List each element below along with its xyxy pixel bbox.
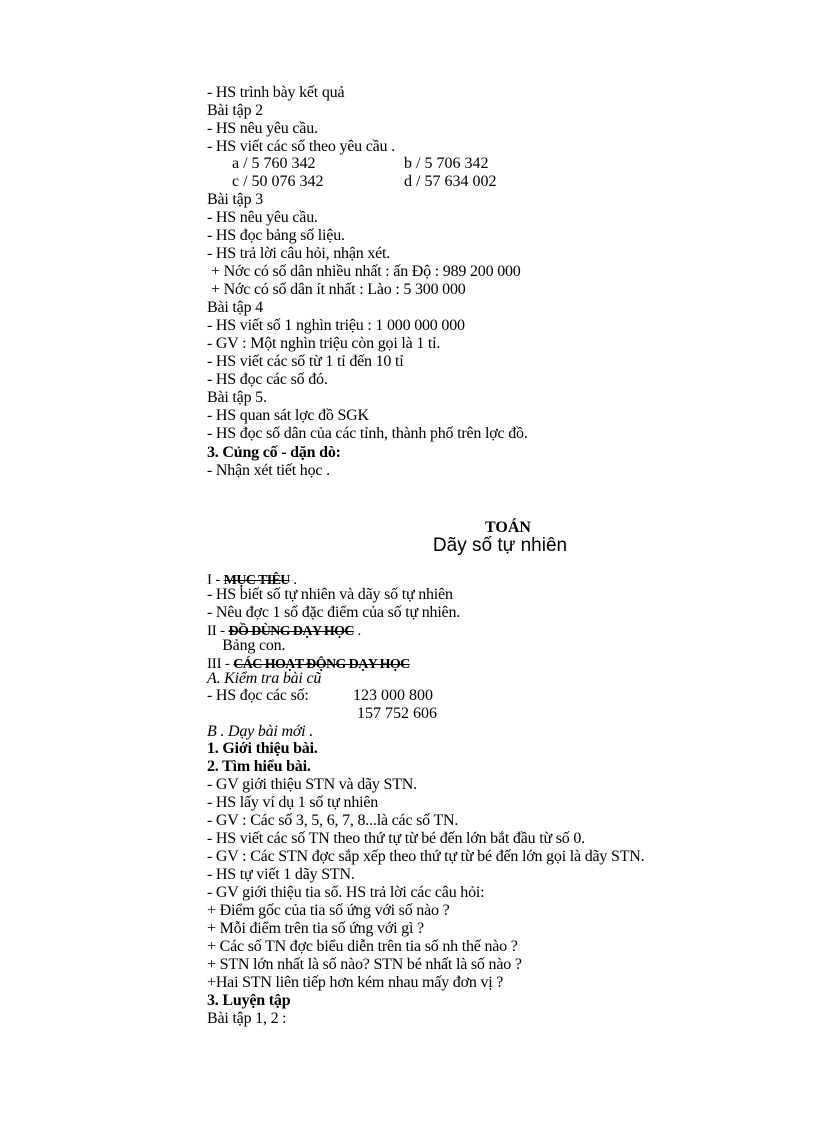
objective-2: - Nêu đợc 1 số đặc điểm của số tự nhiên.: [207, 604, 461, 621]
answer-a: a / 5 760 342: [232, 155, 316, 172]
line-observe-map: - HS quan sát lợc đồ SGK: [207, 407, 369, 424]
subject-title: TOÁN: [485, 519, 531, 536]
line-numbers-are-natural: - GV : Các số 3, 5, 6, 7, 8...là các số TN.: [207, 812, 459, 829]
line-example-natural-number: - HS lấy ví dụ 1 số tự nhiên: [207, 794, 379, 811]
explore-heading: 2. Tìm hiểu bài.: [207, 758, 311, 775]
line-state-requirement: - HS nêu yêu cầu.: [207, 120, 318, 137]
exercise-1-2-heading: Bài tập 1, 2 :: [207, 1010, 287, 1027]
practice-heading: 3. Luyện tập: [207, 992, 291, 1009]
consolidation-heading: 3. Củng cố - dặn dò:: [207, 444, 341, 461]
line-write-numbers: - HS viết các số theo yêu cầu .: [207, 138, 395, 155]
subsection-b-heading: B . Dạy bài mới .: [207, 723, 314, 740]
number-1: 123 000 800: [353, 687, 433, 704]
section-1-number: I -: [207, 572, 224, 588]
line-write-billion: - HS viết số 1 nghìn triệu : 1 000 000 000: [207, 317, 465, 334]
line-write-1-to-10-billion: - HS viết các số từ 1 tỉ đến 10 tỉ: [207, 353, 404, 370]
exercise-4-heading: Bài tập 4: [207, 299, 263, 316]
answer-b: b / 5 706 342: [404, 155, 489, 172]
line-read-numbers: - HS đọc các số đó.: [207, 371, 328, 388]
objective-1: - HS biết số tự nhiên và dãy số tự nhiên: [207, 586, 453, 603]
line-read-table: - HS đọc bảng số liệu.: [207, 227, 345, 244]
section-2-title: ĐỒ DÙNG DẠY HỌC: [228, 624, 354, 639]
line-present-results: - HS trình bày kết quả: [207, 84, 345, 101]
line-read-population: - HS đọc số dân của các tỉnh, thành phố trên lợc đồ.: [207, 425, 528, 442]
line-introduce-stn: - GV giới thiệu STN và dãy STN.: [207, 776, 417, 793]
line-write-sequence: - HS tự viết 1 dãy STN.: [207, 866, 355, 883]
question-4: + STN lớn nhất là số nào? STN bé nhất là số nào ?: [207, 956, 522, 973]
section-2-number: II -: [207, 623, 229, 639]
line-lesson-review: - Nhận xét tiết học .: [207, 462, 330, 479]
section-1-tail: .: [289, 572, 297, 588]
line-state-requirement-2: - HS nêu yêu cầu.: [207, 209, 318, 226]
question-1: + Điểm gốc của tia số ứng với số nào ?: [207, 902, 450, 919]
exercise-2-heading: Bài tập 2: [207, 102, 263, 119]
lesson-title: Dãy số tự nhiên: [432, 535, 568, 556]
line-billion-meaning: - GV : Một nghìn triệu còn gọi là 1 tỉ.: [207, 335, 441, 352]
line-number-ray: - GV giới thiệu tia số. HS trả lời các câu hỏi:: [207, 884, 485, 901]
line-read-numbers-prompt: - HS đọc các số:: [207, 687, 309, 704]
question-3: + Các số TN đợc biểu diễn trên tia số nh thế nào ?: [207, 938, 518, 955]
subsection-a-heading: A. Kiểm tra bài cũ: [207, 670, 322, 687]
line-most-population: + Nớc có số dân nhiều nhất : ấn Độ : 989 200 000: [211, 263, 521, 280]
line-answer-questions: - HS trả lời câu hỏi, nhận xét.: [207, 245, 391, 262]
exercise-3-heading: Bài tập 3: [207, 191, 263, 208]
answer-c: c / 50 076 342: [232, 173, 324, 190]
number-2: 157 752 606: [357, 705, 437, 722]
line-sequence-definition: - GV : Các STN đợc sắp xếp theo thứ tự từ bé đến lớn gọi là dãy STN.: [207, 848, 645, 865]
line-least-population: + Nớc có số dân ít nhất : Lào : 5 300 000: [211, 281, 466, 298]
section-2-tail: .: [353, 623, 362, 639]
exercise-5-heading: Bài tập 5.: [207, 389, 267, 406]
question-2: + Mỗi điểm trên tia số ứng với gì ?: [207, 920, 424, 937]
question-5: +Hai STN liên tiếp hơn kém nhau mấy đơn vị ?: [207, 974, 504, 991]
section-3-title: CÁC HOẠT ĐỘNG DẠY HỌC: [233, 657, 410, 672]
section-3-number: III -: [207, 656, 234, 672]
line-write-in-order: - HS viết các số TN theo thứ tự từ bé đến lớn bắt đầu từ số 0.: [207, 830, 585, 847]
answer-d: d / 57 634 002: [404, 173, 497, 190]
intro-heading: 1. Giới thiệu bài.: [207, 740, 318, 757]
materials-line: Bảng con.: [207, 637, 286, 654]
section-1-title: MỤC TIÊU: [223, 573, 290, 588]
